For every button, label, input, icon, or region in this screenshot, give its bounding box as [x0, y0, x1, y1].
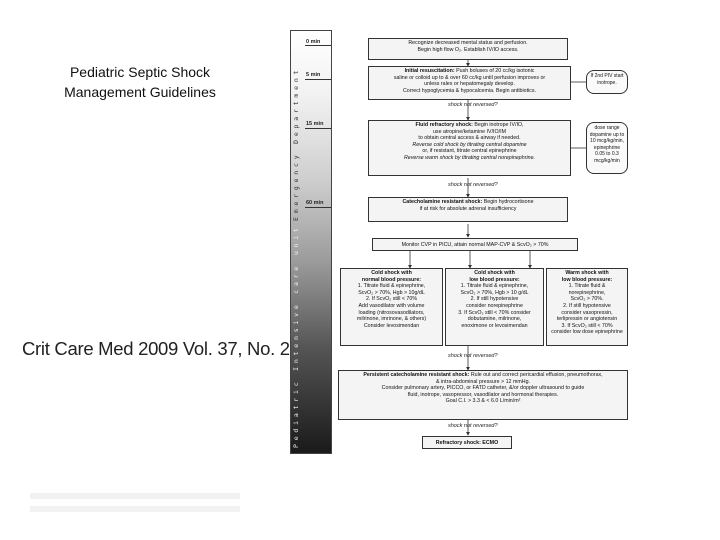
time-mark-60-min: 60 min [306, 200, 324, 206]
catecholamine-resistant-box: Catecholamine resistant shock: Begin hydrocortisone if at risk for absolute adrenal insufficiency [368, 197, 568, 222]
time-mark-0-min: 0 min [306, 39, 321, 45]
persistent-catecholamine-box: Persistent catecholamine resistant shock: Rule out and correct pericardial effusion, pneumothorax, & intra-abdominal pressure > 12 mmHg. Consider pulmonary artery, PICCO, or FATD catheter, &/or doppler ultrasound to guide fluid, inotrope, vasopressor, vasodilator and hormonal therapies. Goal C.I. > 3.3 & < 6.0 L/min/m² [338, 370, 628, 420]
faded-text-artifact [30, 486, 240, 526]
fluid-refractory-box: Fluid refractory shock: Begin inotrope IV/IO, use atropine/ketamine IV/IO/IM to obtain central access & airway if needed. Reverse cold shock by titrating central dopamine or, if resistant, titrate central epinephrine Reverse warm shock by titrating central norepinephrine. [368, 120, 571, 176]
septic-shock-flowchart [290, 30, 630, 455]
dose-range-note: dose range dopamine up to 10 mcg/kg/min, epinephrine 0.05 to 0.3 mcg/kg/min [586, 122, 628, 174]
journal-citation: Crit Care Med 2009 Vol. 37, No. 2 [22, 338, 290, 359]
time-mark-5-min: 5 min [306, 72, 321, 78]
picu-label: Pediatric Intensive care unit [292, 224, 300, 448]
monitor-cvp-box: Monitor CVP in PICU, attain normal MAP-CVP & ScvO₂ > 70% [372, 238, 578, 251]
slide-title [40, 62, 240, 102]
cold-shock-low-bp-box: Cold shock with low blood pressure: 1. Titrate fluid & epinephrine, ScvO₂ > 70%, Hgb > 10 g/dL 2. If still hypotensive consider norepinephrine 3. If ScvO₂ still < 70% consider dobutamine, milrinone, enoximone or levosimendan [445, 268, 544, 346]
peripheral-iv-note: If 2nd PIV start inotrope. [586, 70, 628, 94]
warm-shock-low-bp-box: Warm shock with low blood pressure: 1. Titrate fluid & norepinephrine, ScvO₂ > 70%. 2. If still hypotensive consider vasopressin, terlipressin or angiotensin 3. If ScvO₂ still < 70% consider low dose epinephrine [546, 268, 628, 346]
tick-5-min [305, 79, 331, 80]
initial-resuscitation-box: Initial resuscitation: Push boluses of 20 cc/kg isotonic saline or colloid up to & over 60 cc/kg until perfusion improves or unless rales or hepatomegaly develop. Correct hypoglycemia & hypocalcemia. Begin antibiotics. [368, 66, 571, 100]
shock-not-reversed-4: shock not reversed? [448, 423, 498, 429]
emergency-department-label: Emergency Department [292, 66, 300, 222]
timeline-bar [290, 30, 332, 454]
tick-0-min [305, 45, 331, 46]
refractory-shock-box: Refractory shock: ECMO [422, 436, 512, 449]
slide-title-line-1: Pediatric Septic Shock [69, 64, 211, 80]
shock-not-reversed-2: shock not reversed? [448, 182, 498, 188]
tick-15-min [305, 128, 331, 129]
shock-not-reversed-3: shock not reversed? [448, 353, 498, 359]
time-mark-15-min: 15 min [306, 121, 324, 127]
shock-not-reversed-1: shock not reversed? [448, 102, 498, 108]
tick-60-min [305, 207, 331, 208]
recognize-box: Recognize decreased mental status and perfusion. Begin high flow O₂. Establish IV/IO access. [368, 38, 568, 60]
slide-title-line-2: Management Guidelines [64, 84, 216, 100]
cold-shock-normal-bp-box: Cold shock with normal blood pressure: 1. Titrate fluid & epinephrine, ScvO₂ > 70%, Hgb > 10g/dL 2. If ScvO₂ still < 70% Add vasodilator with volume loading (nitrosovasodilators, milrinone, imrinone, & others) Consider levosimendan [340, 268, 443, 346]
